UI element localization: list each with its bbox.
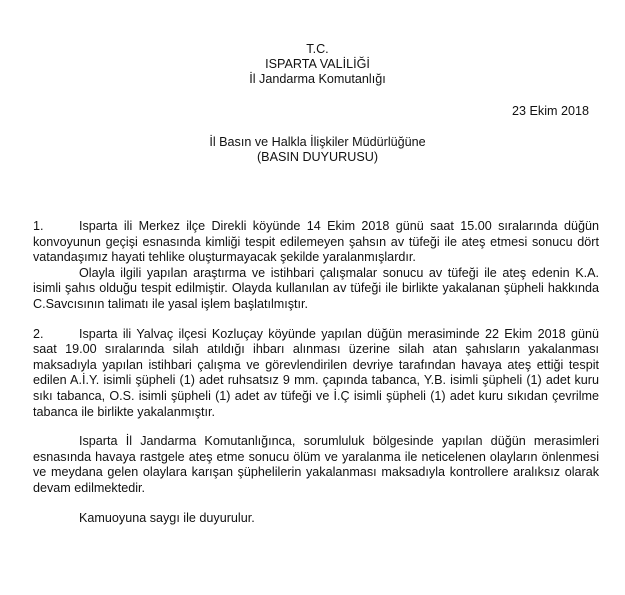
recipient-line: İl Basın ve Halkla İlişkiler Müdürlüğüne (209, 135, 426, 149)
document-type: (BASIN DUYURUSU) (256, 150, 379, 164)
item-1-text-1: Isparta ili Merkez ilçe Direkli köyünde 14 Ekim 2018 günü saat 15.00 sıralarında düğün konvoyunun geçişi esnasında kimliği tespit edilemeyen şahsın av tüfeği ile ateş etmesi sonucu dört vatandaşımız hayati tehlike oluşturmayacak şekilde yaralanmışlardır. (33, 219, 599, 265)
item-2-paragraph-1 (33, 327, 599, 421)
item-1-paragraph-1 (33, 219, 599, 266)
letterhead-governorship: ISPARTA VALİLİĞİ (265, 57, 370, 71)
letterhead-country: T.C. (306, 42, 329, 56)
item-1-number: 1. (33, 219, 44, 233)
item-2-number: 2. (33, 326, 44, 341)
letterhead-command: İl Jandarma Komutanlığı (249, 72, 386, 86)
item-2-text-1: Isparta ili Yalvaç ilçesi Kozluçay köyünde yapılan düğün merasiminde 22 Ekim 2018 günü saat 19.00 sıralarında silah atıldığı ihbarı alınması üzerine silah atan şahısların yakalanması maksadıyla yapılan istihbari çalışma ve görevlendirilen devriye tarafından havaya ateş ettiği tespit edilen A.İ.Y. isimli şüpheli (1) adet ruhsatsız 9 mm. çapında tabanca, Y.B. isimli şüpheli (1) adet kuru sıkı tabanca, O.S. isimli şüpheli (1) adet av tüfeği ve İ.Ç isimli şüpheli (1) adet kuru sıkıdan çevrilme tabanca ile birlikte yakalanmıştır. (33, 326, 599, 419)
document-body (33, 219, 599, 526)
item-1-paragraph-2: Olayla ilgili yapılan araştırma ve istihbari çalışmalar sonucu av tüfeği ile ateş edenin K.A. isimli şahıs olduğu tespit edilmiştir. Olayda kullanılan av tüfeği ile birlikte yakalanan şüpheli hakkında C.Savcısının talimatı ile yasal işlem başlatılmıştır. (33, 265, 599, 311)
signoff-line: Kamuoyuna saygı ile duyurulur. (79, 510, 255, 525)
document-date: 23 Ekim 2018 (511, 104, 589, 118)
closing-paragraph: Isparta İl Jandarma Komutanlığınca, sorumluluk bölgesinde yapılan düğün merasimleri esnasında havaya rastgele ateş etme sonucu ölüm ve yaralanma ile neticelenen olayların önlenmesi ve meydana gelen olaylara karışan şüphelilerin yakalanması maksadıyla kontrollere aralıksız olarak devam edilmektedir. (33, 434, 599, 495)
recipient-department (0, 135, 625, 165)
letterhead (0, 42, 625, 87)
